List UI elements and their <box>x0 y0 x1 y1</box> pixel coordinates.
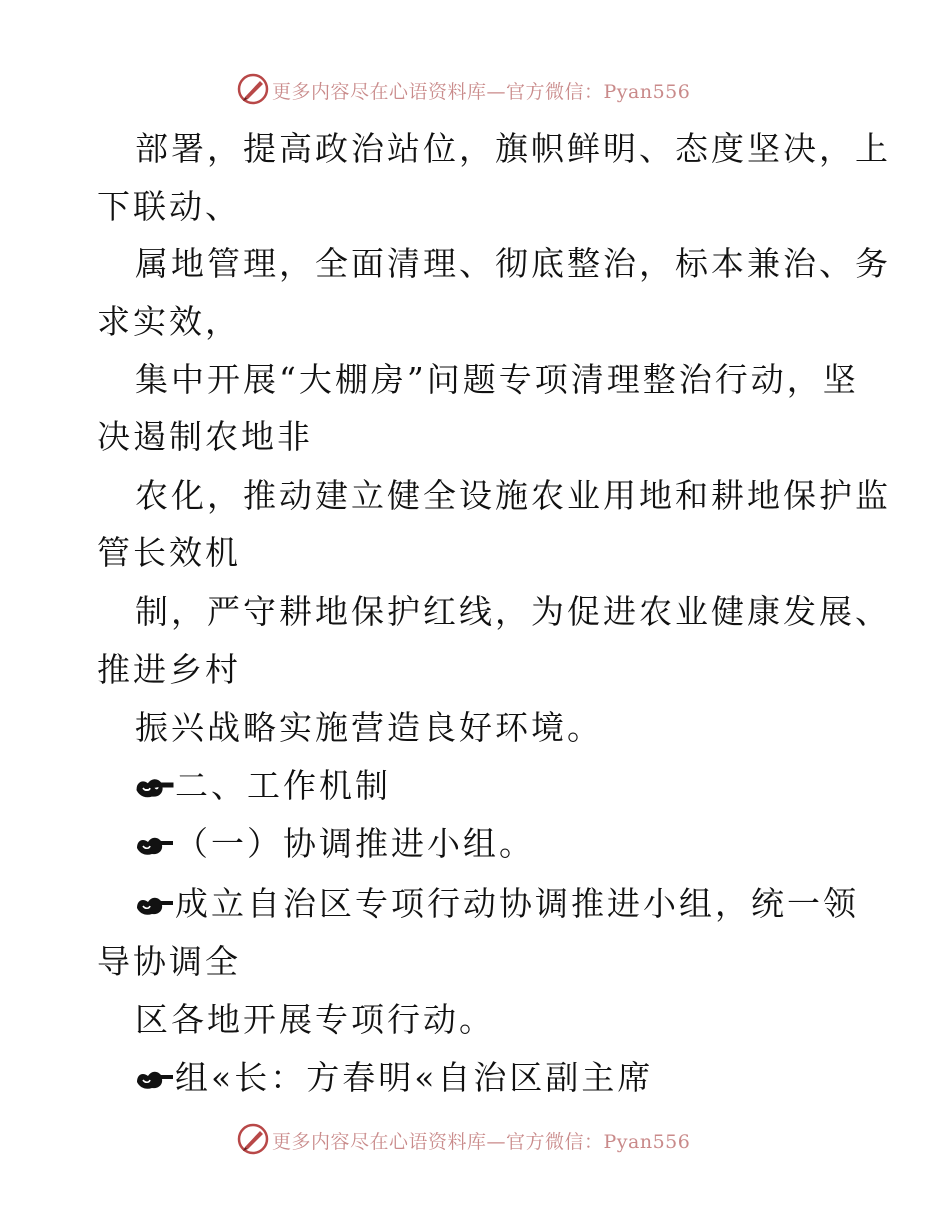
text-line: 组«长：方春明«自治区副主席 <box>175 1058 654 1097</box>
pen-logo-icon <box>236 72 270 106</box>
text-line: 管长效机 <box>97 533 241 572</box>
bullet-line <box>135 766 391 806</box>
hand-pointing-icon <box>135 774 175 800</box>
bullet-line <box>135 884 859 924</box>
text-line: 求实效， <box>97 302 241 341</box>
text-line: 成立自治区专项行动协调推进小组，统一领 <box>175 884 859 923</box>
hand-pointing-icon <box>135 892 175 918</box>
section-heading: 二、工作机制 <box>175 766 391 805</box>
hand-pointing-icon <box>135 1066 175 1092</box>
text-line: 属地管理，全面清理、彻底整治，标本兼治、务 <box>135 244 891 283</box>
text-line: 农化，推动建立健全设施农业用地和耕地保护监 <box>135 476 891 515</box>
text-line: 制，严守耕地保护红线，为促进农业健康发展、 <box>135 592 891 631</box>
text-line: 部署，提高政治站位，旗帜鲜明、态度坚决，上 <box>135 129 891 168</box>
text-line: 推进乡村 <box>97 650 241 689</box>
bullet-line <box>135 1058 653 1098</box>
hand-pointing-icon <box>135 832 175 858</box>
text-line: 导协调全 <box>97 942 241 981</box>
header-watermark <box>0 70 950 110</box>
header-watermark-text: 更多内容尽在心语资料库—官方微信：Pyan556 <box>272 81 691 103</box>
text-line: 区各地开展专项行动。 <box>135 1000 495 1039</box>
footer-watermark-text: 更多内容尽在心语资料库—官方微信：Pyan556 <box>272 1131 691 1153</box>
text-line: 振兴战略实施营造良好环境。 <box>135 708 603 747</box>
text-line: 决遏制农地非 <box>97 417 313 456</box>
pen-logo-icon <box>236 1122 270 1156</box>
text-line: 集中开展“大棚房”问题专项清理整治行动，坚 <box>135 360 859 399</box>
text-line: 下联动、 <box>97 187 241 226</box>
bullet-line <box>135 824 535 864</box>
subsection-heading: （一）协调推进小组。 <box>175 824 535 863</box>
footer-watermark <box>0 1120 950 1160</box>
